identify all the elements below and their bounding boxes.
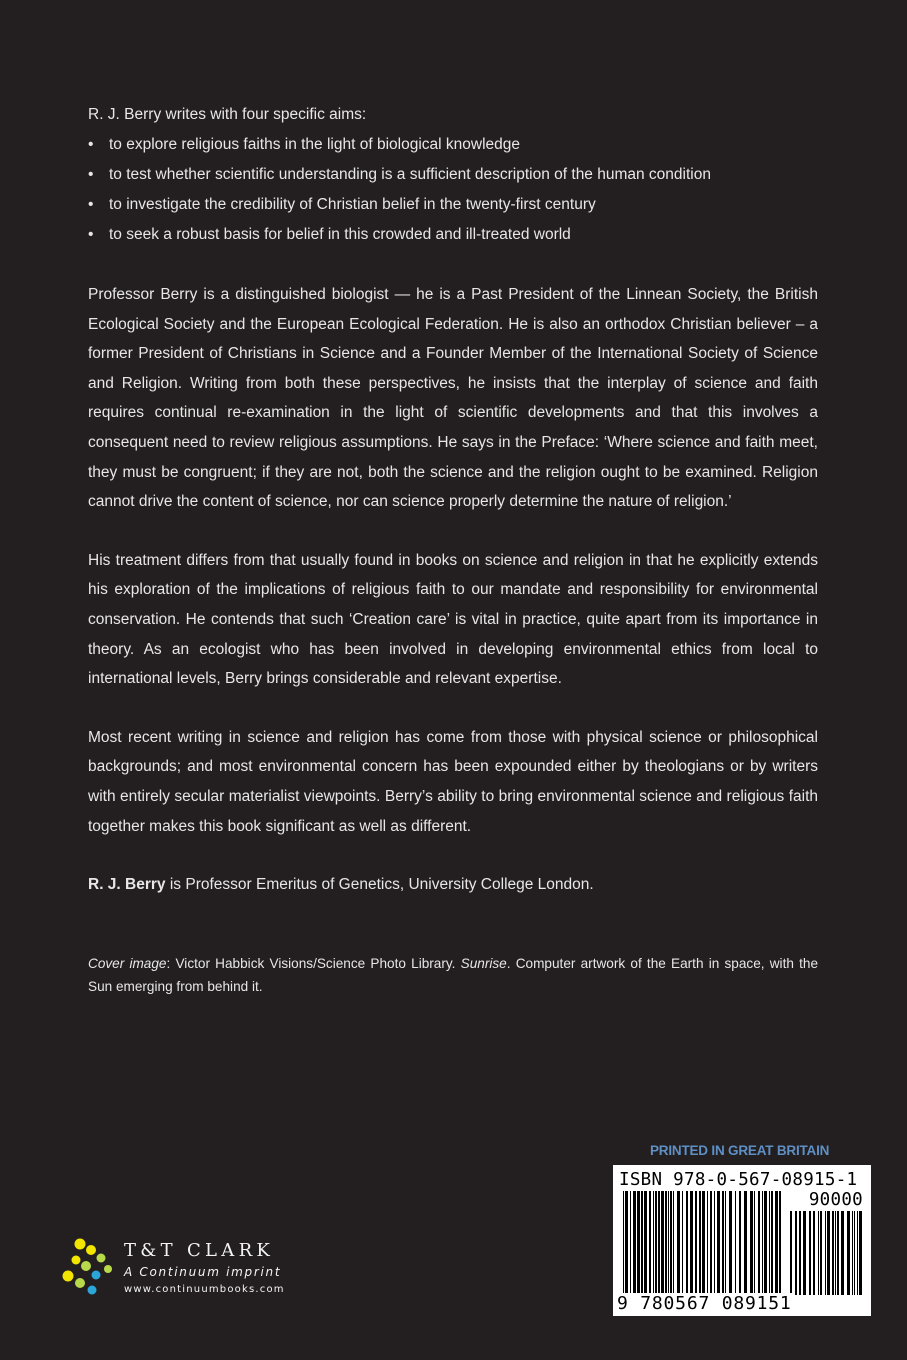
barcode-bar <box>695 1191 697 1295</box>
price-code: 90000 <box>808 1190 863 1210</box>
logo-dot <box>75 1239 86 1250</box>
publisher-logo-icon <box>60 1238 118 1296</box>
barcode-bar <box>633 1191 636 1295</box>
barcode-bar <box>707 1191 708 1295</box>
barcode-bar <box>813 1211 815 1295</box>
barcode-panel <box>613 1165 871 1316</box>
barcode-bar <box>630 1191 631 1295</box>
logo-dot <box>97 1254 106 1263</box>
barcode-bar <box>775 1191 778 1295</box>
publisher-name: T&T CLARK <box>124 1240 275 1261</box>
barcode-bar <box>670 1191 672 1295</box>
logo-dot <box>92 1271 101 1280</box>
barcode-bar <box>750 1191 753 1295</box>
barcode-bar <box>686 1191 688 1295</box>
barcode-bar <box>857 1211 858 1295</box>
barcode-bar <box>820 1211 822 1295</box>
barcode-bar <box>771 1191 773 1295</box>
author-name: R. J. Berry <box>88 876 166 894</box>
aim-item: • to investigate the credibility of Christian belief in the twenty-first century <box>88 190 818 220</box>
cover-credit-title: Sunrise <box>460 956 507 972</box>
paragraph-significance: Most recent writing in science and religion has come from those with physical science or philosophical backgrounds; and most environmental concern has been expounded either by theologians or by writers with entirely secular materialist viewpoints. Berry’s ability to bring environmental science and religious faith together makes this book significant as well as different. <box>88 728 818 835</box>
barcode-bar <box>764 1191 767 1295</box>
barcode-bar <box>825 1211 826 1295</box>
barcode-bar <box>795 1211 797 1295</box>
barcode-bar <box>827 1211 830 1295</box>
printed-in-label: PRINTED IN GREAT BRITAIN <box>650 1143 830 1158</box>
barcode-bar <box>722 1191 724 1295</box>
barcode-bar <box>641 1191 643 1295</box>
cover-credit-description: . Computer artwork of the Earth in space, with the Sun emerging from behind it. <box>88 956 819 995</box>
barcode-bar <box>710 1191 712 1295</box>
barcode-bar <box>818 1211 819 1295</box>
barcode-bar <box>739 1191 741 1295</box>
barcode-bar <box>735 1191 736 1295</box>
barcode-bar <box>699 1191 701 1295</box>
barcode-bar <box>758 1191 760 1295</box>
aims-intro: R. J. Berry writes with four specific aims: <box>88 106 367 123</box>
barcode-bar <box>625 1191 628 1295</box>
barcode-bar <box>837 1211 839 1295</box>
barcode-bar <box>762 1191 763 1295</box>
aims-list <box>88 130 818 250</box>
paragraph-treatment: His treatment differs from that usually found in books on science and religion in that he explicitly extends his exploration of the implications of religious faith to our mandate and responsibility for environmental conservation. He contends that such ‘Creation care’ is vital in practice, quite apart from its importance in theory. As an ecologist who has been involved in developing environmental ethics from local to international levels, Berry brings considerable and relevant expertise. <box>88 551 818 688</box>
logo-dot <box>88 1286 97 1295</box>
author-note <box>88 870 818 900</box>
barcode-bar <box>859 1211 862 1295</box>
barcode-bar <box>690 1191 693 1295</box>
barcode-bar <box>847 1211 850 1295</box>
barcode-bar <box>661 1191 664 1295</box>
barcode-bar <box>803 1211 806 1295</box>
author-description: is Professor Emeritus of Genetics, University College London. <box>165 876 594 894</box>
barcode-bar <box>832 1211 834 1295</box>
barcode-bar <box>668 1191 669 1295</box>
addon-barcode <box>790 1211 862 1295</box>
barcode-bar <box>714 1191 715 1295</box>
barcode-bar <box>779 1191 781 1295</box>
publisher-website[interactable]: www.continuumbooks.com <box>124 1284 285 1295</box>
barcode-bar <box>673 1191 674 1295</box>
back-cover-text <box>88 100 818 998</box>
ean-digits: 9 780567 089151 <box>617 1293 792 1314</box>
barcode-bar <box>769 1191 770 1295</box>
barcode-bar <box>809 1211 811 1295</box>
logo-dot <box>72 1256 81 1265</box>
barcode-bar <box>744 1191 747 1295</box>
barcode-bar <box>649 1191 651 1295</box>
barcode-bar <box>682 1191 683 1295</box>
barcode-bar <box>841 1211 844 1295</box>
barcode-bar <box>658 1191 660 1295</box>
publisher-imprint: A Continuum imprint <box>124 1265 282 1279</box>
barcode-bar <box>655 1191 657 1295</box>
cover-credit-source: : Victor Habbick Visions/Science Photo Library. <box>166 956 461 972</box>
logo-dot <box>81 1261 91 1271</box>
barcode-bar <box>677 1191 680 1295</box>
aim-item: • to explore religious faiths in the light of biological knowledge <box>88 130 818 160</box>
barcode-bar <box>790 1211 792 1295</box>
barcode-bar <box>729 1191 732 1295</box>
barcode-bar <box>799 1211 801 1295</box>
logo-dot <box>104 1265 112 1273</box>
barcode-bar <box>637 1191 640 1295</box>
aim-item: • to test whether scientific understanding is a sufficient description of the human condition <box>88 160 818 190</box>
barcode-bar <box>717 1191 720 1295</box>
ean-barcode <box>623 1191 783 1295</box>
aim-item: • to seek a robust basis for belief in this crowded and ill-treated world <box>88 220 818 250</box>
barcode-bar <box>854 1211 855 1295</box>
barcode-bar <box>835 1211 836 1295</box>
barcode-bar <box>623 1191 624 1295</box>
logo-dot <box>86 1245 96 1255</box>
barcode-bar <box>754 1191 755 1295</box>
logo-dot <box>75 1278 85 1288</box>
paragraph-biography: Professor Berry is a distinguished biologist — he is a Past President of the Linnean Society, the British Ecological Society and the European Ecological Federation. He is also an orthodox Christian believer – a former President of Christians in Science and a Founder Member of the International Society of Science and Religion. Writing from both these perspectives, he insists that the interplay of science and faith requires continual re-examination in the light of scientific developments and that this involves a consequent need to review religious assumptions. He says in the Preface: ‘Where science and faith meet, they must be congruent; if they are not, both the science and the religion ought to be examined. Religion cannot drive the content of science, nor can science properly determine the nature of religion.’ <box>88 286 818 511</box>
logo-dot <box>63 1271 74 1282</box>
barcode-bar <box>702 1191 705 1295</box>
barcode-bar <box>725 1191 726 1295</box>
isbn-text: ISBN 978-0-567-08915-1 <box>619 1170 858 1190</box>
barcode-bar <box>852 1211 853 1295</box>
cover-credit-label: Cover image <box>88 956 167 972</box>
cover-credit <box>88 952 818 998</box>
barcode-bar <box>653 1191 654 1295</box>
barcode-bar <box>644 1191 647 1295</box>
barcode-bar <box>665 1191 667 1295</box>
